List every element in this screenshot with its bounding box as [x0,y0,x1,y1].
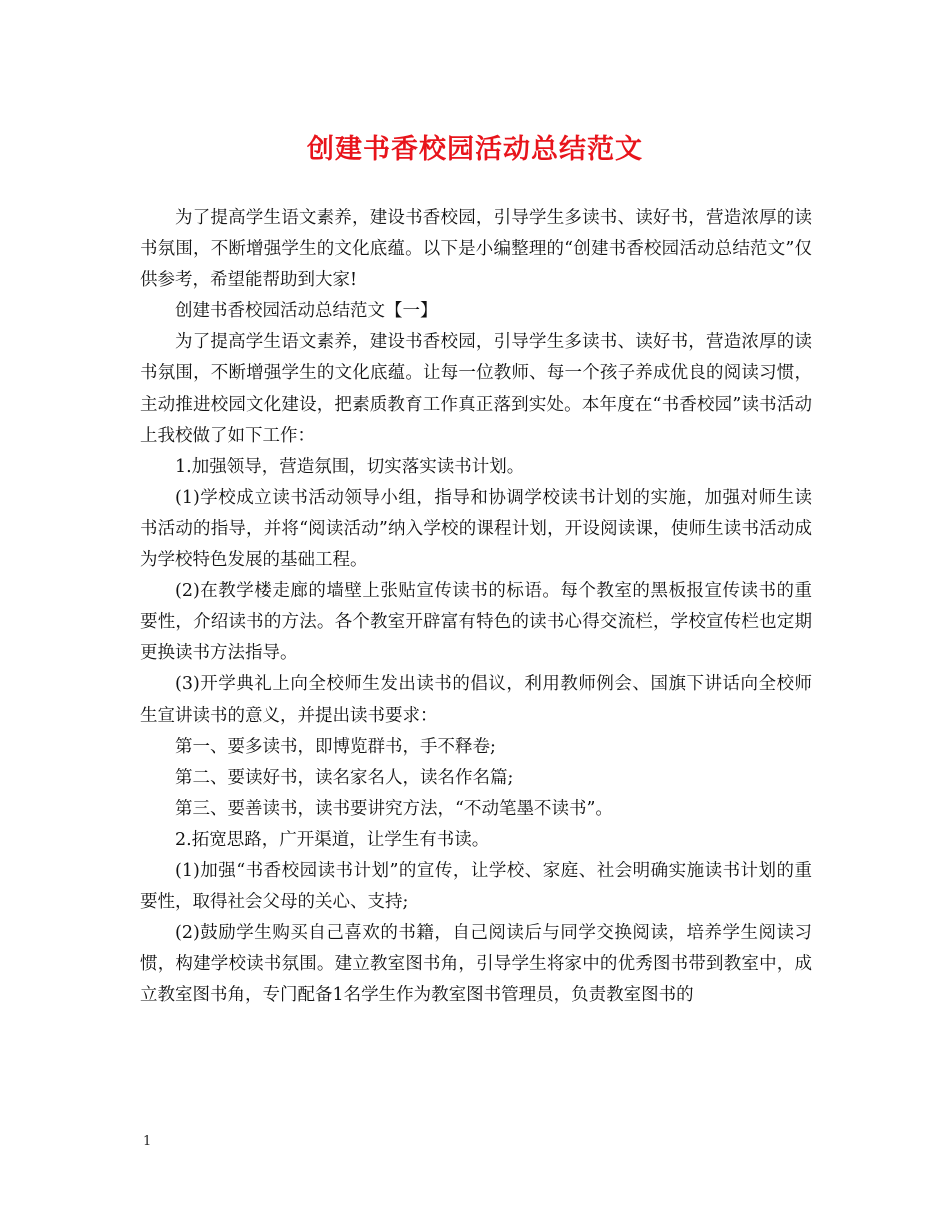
paragraph: (3)开学典礼上向全校师生发出读书的倡议，利用教师例会、国旗下讲话向全校师生宣讲读书的意义，并提出读书要求： [140,674,812,726]
paragraph: 为了提高学生语文素养，建设书香校园，引导学生多读书、读好书，营造浓厚的读书氛围，不断增强学生的文化底蕴。让每一位教师、每一个孩子养成优良的阅读习惯，主动推进校园文化建设，把素质教育工作真正落到实处。本年度在“书香校园”读书活动上我校做了如下工作： [140,332,812,446]
list-item: 第一、要多读书，即博览群书，手不释卷; [175,736,496,757]
paragraph: (1)学校成立读书活动领导小组，指导和协调学校读书计划的实施，加强对师生读书活动的指导，并将“阅读活动”纳入学校的课程计划，开设阅读课，使师生读书活动成为学校特色发展的基础工程。 [140,487,812,571]
list-item: 2.拓宽思路，广开渠道，让学生有书读。 [175,829,490,850]
section-heading: 创建书香校园活动总结范文【一】 [175,301,438,322]
page-number: 1 [143,1134,152,1149]
paragraph: (2)鼓励学生购买自己喜欢的书籍，自己阅读后与同学交换阅读，培养学生阅读习惯，构建学校读书氛围。建立教室图书角，引导学生将家中的优秀图书带到教室中，成立教室图书角，专门配备1名学生作为教室图书管理员，负责教室图书的 [140,923,812,1006]
document-title: 创建书香校园活动总结范文 [307,134,643,165]
paragraph: (2)在教学楼走廊的墙壁上张贴宣传读书的标语。每个教室的黑板报宣传读书的重要性，介绍读书的方法。各个教室开辟富有特色的读书心得交流栏，学校宣传栏也定期更换读书方法指导。 [140,581,812,664]
list-item: 第二、要读好书，读名家名人，读名作名篇; [175,767,514,788]
document-body [140,203,812,1011]
paragraph: (1)加强“书香校园读书计划”的宣传，让学校、家庭、社会明确实施读书计划的重要性，取得社会父母的关心、支持; [140,860,812,913]
list-item: 第三、要善读书，读书要讲究方法，“不动笔墨不读书”。 [175,798,613,819]
list-item: 1.加强领导，营造氛围，切实落实读书计划。 [175,456,525,477]
paragraph-intro: 为了提高学生语文素养，建设书香校园，引导学生多读书、读好书，营造浓厚的读书氛围，不断增强学生的文化底蕴。以下是小编整理的“创建书香校园活动总结范文”仅供参考，希望能帮助到大家! [140,208,812,291]
